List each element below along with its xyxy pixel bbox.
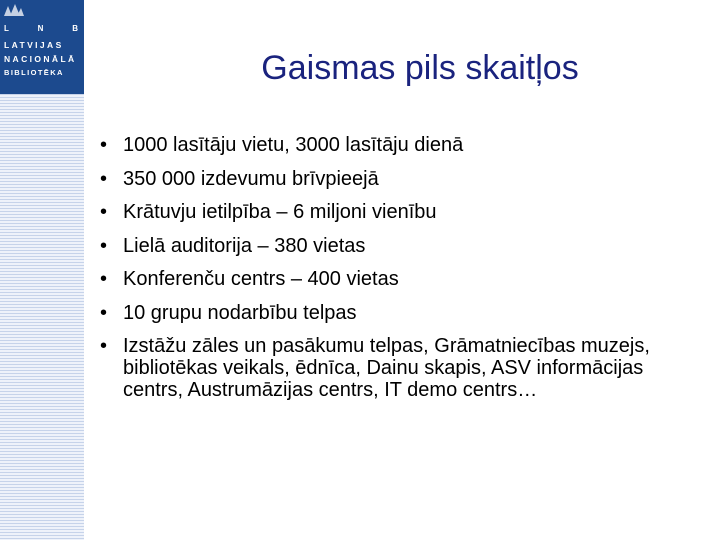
library-logo xyxy=(0,0,84,94)
logo-initial-l: L xyxy=(4,24,11,33)
logo-text-line-2: NACIONĀLĀ xyxy=(4,54,77,64)
bullet-item xyxy=(100,235,700,257)
bullet-item xyxy=(100,134,700,156)
bullet-text: 350 000 izdevumu brīvpieejā xyxy=(123,167,379,190)
bullet-dot-icon: • xyxy=(100,268,108,290)
bullet-dot-icon: • xyxy=(100,234,108,257)
bullet-text: Krātuvju ietilpība – 6 miljoni vienību xyxy=(123,201,437,223)
bullet-list xyxy=(100,134,700,413)
bullet-text: Lielā auditorija – 380 vietas xyxy=(123,234,366,257)
bullet-item xyxy=(100,302,700,324)
bullet-text: Izstāžu zāles un pasākumu telpas, Grāmatniecības muzejs, bibliotēkas veikals, ēdnīca, Dainu skapis, ASV informācijas centrs, Austrumāzijas centrs, IT demo centrs… xyxy=(123,335,650,401)
logo-text-line-1: LATVIJAS xyxy=(4,40,64,50)
bullet-text: 10 grupu nodarbību telpas xyxy=(123,301,357,324)
bullet-item xyxy=(100,168,700,190)
bullet-dot-icon: • xyxy=(100,167,108,190)
logo-initials xyxy=(4,24,80,33)
logo-initial-b: B xyxy=(72,24,80,33)
bullet-text: Konferenču centrs – 400 vietas xyxy=(123,268,399,290)
bullet-text: 1000 lasītāju vietu, 3000 lasītāju dienā xyxy=(123,134,464,156)
bullet-item xyxy=(100,201,700,223)
bullet-item xyxy=(100,268,700,290)
bullet-dot-icon: • xyxy=(100,335,108,357)
slide-title: Gaismas pils skaitļos xyxy=(261,49,579,87)
logo-text-line-3: BIBLIOTĒKA xyxy=(4,68,64,77)
decorative-striped-sidebar xyxy=(0,94,84,540)
bullet-item xyxy=(100,335,700,401)
bullet-dot-icon: • xyxy=(100,134,108,156)
logo-initial-n: N xyxy=(37,24,46,33)
bullet-dot-icon: • xyxy=(100,301,108,324)
castle-emblem-icon xyxy=(4,4,24,16)
bullet-dot-icon: • xyxy=(100,201,108,223)
